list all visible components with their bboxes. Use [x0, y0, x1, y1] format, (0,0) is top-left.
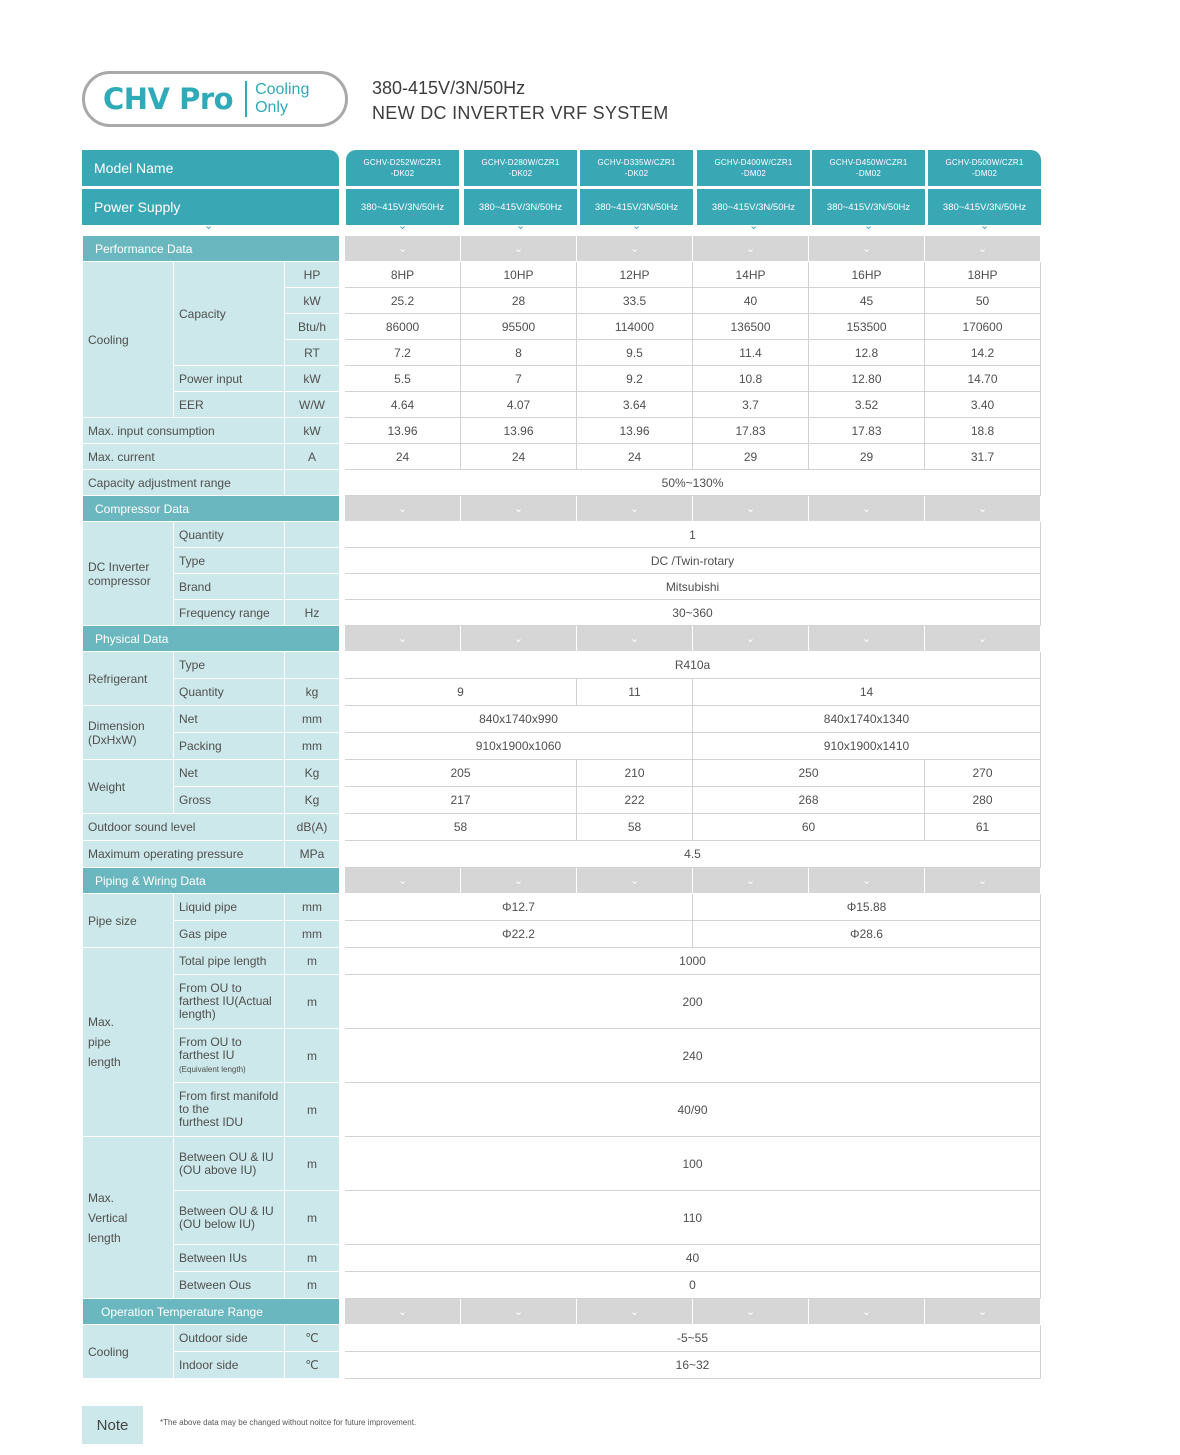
unit: Btu/h [285, 314, 340, 340]
row-label: Frequency range [174, 600, 285, 626]
value-cell: 11.4 [693, 340, 809, 366]
value-cell: 217 [345, 787, 577, 814]
value-cell: 40 [345, 1245, 1041, 1272]
value-cell: 29 [809, 444, 925, 470]
value-cell: 3.7 [693, 392, 809, 418]
value-cell: Mitsubishi [345, 574, 1041, 600]
value-cell: 4.64 [345, 392, 461, 418]
label-line: farthest IU(Actual [179, 994, 272, 1008]
value-cell: 100 [345, 1137, 1041, 1191]
max-vert-line3: length [88, 1230, 121, 1245]
value-cell: 61 [925, 814, 1041, 841]
value-cell: 3.52 [809, 392, 925, 418]
section-compressor [83, 496, 1041, 522]
value-cell: 18.8 [925, 418, 1041, 444]
unit: ℃ [285, 1325, 340, 1352]
value-cell: 910x1900x1060 [345, 733, 693, 760]
power-input-label: Power input [174, 366, 285, 392]
row-label: Capacity adjustment range [83, 470, 285, 496]
row-farthest-actual [83, 975, 1041, 1029]
unit: m [285, 1191, 340, 1245]
row-farthest-equivalent [83, 1029, 1041, 1083]
value-cell: 11 [577, 679, 693, 706]
value-cell: 13.96 [577, 418, 693, 444]
model-name-text [945, 157, 1023, 179]
model-name-line1: GCHV-D280W/CZR1 [481, 158, 560, 167]
value-cell: 240 [345, 1029, 1041, 1083]
value-cell: 40/90 [345, 1083, 1041, 1137]
value-cell: 14HP [693, 262, 809, 288]
value-cell: 29 [693, 444, 809, 470]
chevron-down-icon: ⌄ [693, 626, 809, 652]
label-line: From first manifold [179, 1089, 279, 1103]
logo-divider [245, 81, 247, 117]
value-cell: 250 [693, 760, 925, 787]
header-voltage: 380-415V/3N/50Hz [372, 78, 526, 98]
chevron-down-icon: ⌄ [864, 220, 874, 232]
chevron-down-icon: ⌄ [398, 220, 408, 232]
model-name-line2: -DK02 [390, 169, 415, 178]
row-eer [83, 392, 1041, 418]
value-cell: 12.8 [809, 340, 925, 366]
model-name-cell [697, 150, 810, 186]
row-gas-pipe [83, 921, 1041, 948]
value-cell: 40 [693, 288, 809, 314]
max-vert-line1: Max. [88, 1190, 115, 1205]
chevron-down-icon: ⌄ [577, 496, 693, 522]
value-cell: Φ28.6 [693, 921, 1041, 948]
row-label [174, 1137, 285, 1191]
value-cell: 210 [577, 760, 693, 787]
cooling-label: Cooling [83, 262, 174, 418]
value-cell: 25.2 [345, 288, 461, 314]
value-cell: 58 [345, 814, 577, 841]
model-name-text [829, 157, 907, 179]
max-pipe-line2: pipe [88, 1035, 111, 1049]
unit: mm [285, 706, 340, 733]
row-comp-brand [83, 574, 1041, 600]
section-title: Compressor Data [83, 496, 340, 522]
model-name-cell [928, 150, 1041, 186]
max-vert-line2: Vertical [88, 1210, 128, 1225]
max-vertical-length-label [83, 1137, 174, 1299]
label-line: (OU above IU) [179, 1162, 257, 1177]
unit: MPa [285, 841, 340, 868]
chevron-down-icon: ⌄ [461, 1299, 577, 1325]
model-name-cell [346, 150, 459, 186]
row-label: Net [174, 706, 285, 733]
chevron-down-icon: ⌄ [204, 220, 214, 232]
model-name-line2: -DK02 [624, 169, 649, 178]
unit: mm [285, 733, 340, 760]
power-supply-value: 380~415V/3N/50Hz [942, 201, 1027, 213]
value-cell: 17.83 [693, 418, 809, 444]
value-cell: 58 [577, 814, 693, 841]
row-label: Indoor side [174, 1352, 285, 1379]
value-cell: 5.5 [345, 366, 461, 392]
dimension-label [83, 706, 174, 760]
value-cell: 200 [345, 975, 1041, 1029]
section-temperature [83, 1299, 1041, 1325]
value-cell: DC /Twin-rotary [345, 548, 1041, 574]
max-pipe-line1: Max. [88, 1015, 115, 1029]
compressor-group-label: DC Inverter compressor [83, 522, 174, 626]
chevron-down-icon: ⌄ [693, 1299, 809, 1325]
row-label: Brand [174, 574, 285, 600]
row-weight-gross [83, 787, 1041, 814]
unit: HP [285, 262, 340, 288]
value-cell: 222 [577, 787, 693, 814]
value-cell: 14 [693, 679, 1041, 706]
note-label: Note [82, 1406, 143, 1444]
value-cell: 16HP [809, 262, 925, 288]
chevron-down-icon: ⌄ [577, 236, 693, 262]
value-cell: 17.83 [809, 418, 925, 444]
model-name-line2: -DK02 [508, 169, 533, 178]
row-label: Between IUs [174, 1245, 285, 1272]
value-cell: 1000 [345, 948, 1041, 975]
section-piping [83, 868, 1041, 894]
model-name-line1: GCHV-D450W/CZR1 [829, 158, 908, 167]
header-system-title: NEW DC INVERTER VRF SYSTEM [372, 103, 669, 123]
unit: W/W [285, 392, 340, 418]
row-max-pressure [83, 841, 1041, 868]
label-line: (OU below IU) [179, 1216, 256, 1231]
value-cell: 270 [925, 760, 1041, 787]
row-label [174, 1029, 285, 1083]
unit: RT [285, 340, 340, 366]
value-cell: 16~32 [345, 1352, 1041, 1379]
value-cell: 4.5 [345, 841, 1041, 868]
model-name-line2: -DM02 [971, 169, 997, 178]
value-cell: 170600 [925, 314, 1041, 340]
row-hp [83, 262, 1041, 288]
chevron-down-icon: ⌄ [925, 236, 1041, 262]
row-max-current [83, 444, 1041, 470]
model-name-line1: GCHV-D500W/CZR1 [945, 158, 1024, 167]
value-cell: 50 [925, 288, 1041, 314]
value-cell: 110 [345, 1191, 1041, 1245]
power-supply-label: Power Supply [82, 189, 339, 225]
value-cell: Φ15.88 [693, 894, 1041, 921]
value-cell: R410a [345, 652, 1041, 679]
unit: A [285, 444, 340, 470]
power-supply-value: 380~415V/3N/50Hz [711, 201, 796, 213]
value-cell: 8HP [345, 262, 461, 288]
value-cell: 13.96 [345, 418, 461, 444]
value-cell: 840x1740x990 [345, 706, 693, 733]
row-power-input [83, 366, 1041, 392]
model-name-line2: -DM02 [740, 169, 766, 178]
value-cell: 28 [461, 288, 577, 314]
chevron-down-icon: ⌄ [345, 626, 461, 652]
row-label: Outdoor sound level [83, 814, 285, 841]
weight-label: Weight [83, 760, 174, 814]
chevron-down-icon: ⌄ [577, 626, 693, 652]
row-label: Total pipe length [174, 948, 285, 975]
value-cell: 10.8 [693, 366, 809, 392]
unit: kW [285, 418, 340, 444]
model-name-line1: GCHV-D400W/CZR1 [714, 158, 793, 167]
model-name-cell [580, 150, 693, 186]
label-line: to the [179, 1102, 210, 1116]
unit: Hz [285, 600, 340, 626]
refrigerant-label: Refrigerant [83, 652, 174, 706]
row-total-pipe-length [83, 948, 1041, 975]
value-cell: -5~55 [345, 1325, 1041, 1352]
chevron-down-icon: ⌄ [577, 1299, 693, 1325]
row-label [174, 975, 285, 1029]
row-dim-net [83, 706, 1041, 733]
model-name-text [714, 157, 792, 179]
model-name-line1: GCHV-D252W/CZR1 [363, 158, 442, 167]
label-line: length) [179, 1007, 216, 1021]
row-label: Liquid pipe [174, 894, 285, 921]
capacity-label: Capacity [174, 262, 285, 366]
value-cell: 114000 [577, 314, 693, 340]
value-cell: 9.2 [577, 366, 693, 392]
value-cell: 9 [345, 679, 577, 706]
unit: kW [285, 288, 340, 314]
value-cell: 136500 [693, 314, 809, 340]
chevron-down-icon: ⌄ [925, 1299, 1041, 1325]
value-cell: 12.80 [809, 366, 925, 392]
value-cell: 24 [577, 444, 693, 470]
chevron-down-icon: ⌄ [693, 868, 809, 894]
chevron-down-icon: ⌄ [693, 496, 809, 522]
row-first-manifold [83, 1083, 1041, 1137]
chevron-down-icon: ⌄ [345, 496, 461, 522]
eer-label: EER [174, 392, 285, 418]
row-sound-level [83, 814, 1041, 841]
value-cell: 7 [461, 366, 577, 392]
value-cell: 3.64 [577, 392, 693, 418]
unit: m [285, 1083, 340, 1137]
section-title: Operation Temperature Range [83, 1299, 340, 1325]
power-supply-value: 380~415V/3N/50Hz [594, 201, 679, 213]
chevron-down-icon: ⌄ [632, 220, 642, 232]
value-cell: 60 [693, 814, 925, 841]
chevron-down-icon: ⌄ [809, 496, 925, 522]
chevron-down-icon: ⌄ [345, 236, 461, 262]
row-label: Quantity [174, 679, 285, 706]
unit: m [285, 975, 340, 1029]
value-cell: 7.2 [345, 340, 461, 366]
row-between-ous [83, 1272, 1041, 1299]
unit: mm [285, 921, 340, 948]
value-cell: 0 [345, 1272, 1041, 1299]
model-name-text [481, 157, 559, 179]
spec-table [82, 235, 1041, 1379]
chevron-down-icon: ⌄ [345, 1299, 461, 1325]
row-label: Type [174, 548, 285, 574]
dimension-label-line1: Dimension [88, 718, 145, 733]
section-title: Performance Data [83, 236, 340, 262]
chevron-down-icon: ⌄ [809, 236, 925, 262]
row-label: Quantity [174, 522, 285, 548]
value-cell: 1 [345, 522, 1041, 548]
row-ref-quantity [83, 679, 1041, 706]
model-name-text [597, 157, 675, 179]
value-cell: 95500 [461, 314, 577, 340]
unit: kg [285, 679, 340, 706]
value-cell: 86000 [345, 314, 461, 340]
chevron-down-icon: ⌄ [461, 626, 577, 652]
value-cell: 280 [925, 787, 1041, 814]
row-ref-type [83, 652, 1041, 679]
value-cell: 45 [809, 288, 925, 314]
chevron-down-icon: ⌄ [809, 868, 925, 894]
label-line: From OU to [179, 981, 242, 995]
value-cell: 3.40 [925, 392, 1041, 418]
row-label: Gas pipe [174, 921, 285, 948]
row-label: Max. input consumption [83, 418, 285, 444]
row-ou-above-iu [83, 1137, 1041, 1191]
row-label: Maximum operating pressure [83, 841, 285, 868]
row-liquid-pipe [83, 894, 1041, 921]
value-cell: 9.5 [577, 340, 693, 366]
chevron-down-icon: ⌄ [345, 868, 461, 894]
section-title: Piping & Wiring Data [83, 868, 340, 894]
unit: dB(A) [285, 814, 340, 841]
label-line: furthest IDU [179, 1115, 244, 1129]
unit: Kg [285, 760, 340, 787]
dimension-label-line2: (DxHxW) [88, 732, 137, 747]
chevron-down-icon: ⌄ [809, 626, 925, 652]
unit: m [285, 1029, 340, 1083]
unit: mm [285, 894, 340, 921]
value-cell: 12HP [577, 262, 693, 288]
value-cell: 24 [345, 444, 461, 470]
unit: m [285, 1245, 340, 1272]
unit: Kg [285, 787, 340, 814]
value-cell: Φ22.2 [345, 921, 693, 948]
value-cell: 8 [461, 340, 577, 366]
row-weight-net [83, 760, 1041, 787]
chevron-down-icon: ⌄ [925, 868, 1041, 894]
chevron-down-icon: ⌄ [461, 236, 577, 262]
label-line: Between OU & IU [179, 1149, 274, 1164]
unit: m [285, 948, 340, 975]
chevron-down-icon: ⌄ [461, 496, 577, 522]
value-cell: 10HP [461, 262, 577, 288]
chevron-down-icon: ⌄ [925, 626, 1041, 652]
value-cell: 4.07 [461, 392, 577, 418]
value-cell: 24 [461, 444, 577, 470]
max-pipe-line3: length [88, 1055, 121, 1069]
brand-name: CHV Pro [103, 82, 234, 116]
brand-logo [82, 71, 348, 127]
note-text: *The above data may be changed without noitce for future improvement. [160, 1418, 417, 1427]
row-dim-packing [83, 733, 1041, 760]
max-pipe-length-label [83, 948, 174, 1137]
row-label: Type [174, 652, 285, 679]
model-name-line2: -DM02 [855, 169, 881, 178]
power-supply-value: 380~415V/3N/50Hz [478, 201, 563, 213]
value-cell: 14.70 [925, 366, 1041, 392]
model-name-cell [812, 150, 925, 186]
power-supply-value: 380~415V/3N/50Hz [826, 201, 911, 213]
value-cell: 840x1740x1340 [693, 706, 1041, 733]
chevron-down-icon: ⌄ [577, 868, 693, 894]
model-name-cell [464, 150, 577, 186]
row-indoor-side [83, 1352, 1041, 1379]
unit: m [285, 1137, 340, 1191]
value-cell: 30~360 [345, 600, 1041, 626]
row-comp-type [83, 548, 1041, 574]
value-cell: 18HP [925, 262, 1041, 288]
value-cell: 31.7 [925, 444, 1041, 470]
value-cell: 33.5 [577, 288, 693, 314]
section-title: Physical Data [83, 626, 340, 652]
value-cell: Φ12.7 [345, 894, 693, 921]
chevron-down-icon: ⌄ [461, 868, 577, 894]
unit: kW [285, 366, 340, 392]
unit: m [285, 1272, 340, 1299]
row-label: Gross [174, 787, 285, 814]
temp-cooling-label: Cooling [83, 1325, 174, 1379]
brand-sub-line2: Only [255, 99, 288, 116]
label-line: From OU to [179, 1034, 242, 1049]
label-line: Between OU & IU [179, 1203, 274, 1218]
unit: ℃ [285, 1352, 340, 1379]
row-max-input [83, 418, 1041, 444]
row-comp-quantity [83, 522, 1041, 548]
section-performance [83, 236, 1041, 262]
brand-subtitle [255, 81, 309, 117]
value-cell: 910x1900x1410 [693, 733, 1041, 760]
value-cell: 14.2 [925, 340, 1041, 366]
value-cell: 153500 [809, 314, 925, 340]
model-name-label: Model Name [82, 150, 339, 186]
label-line: farthest IU [179, 1047, 235, 1062]
chevron-down-icon: ⌄ [809, 1299, 925, 1325]
row-between-ius [83, 1245, 1041, 1272]
section-physical [83, 626, 1041, 652]
value-cell: 13.96 [461, 418, 577, 444]
value-cell: 205 [345, 760, 577, 787]
row-label: Outdoor side [174, 1325, 285, 1352]
row-outdoor-side [83, 1325, 1041, 1352]
brand-sub-line1: Cooling [255, 81, 310, 98]
chevron-down-icon: ⌄ [925, 496, 1041, 522]
chevron-down-icon: ⌄ [693, 236, 809, 262]
power-supply-value: 380~415V/3N/50Hz [360, 201, 445, 213]
model-name-line1: GCHV-D335W/CZR1 [597, 158, 676, 167]
row-label: Between Ous [174, 1272, 285, 1299]
chevron-down-icon: ⌄ [749, 220, 759, 232]
chevron-down-icon: ⌄ [516, 220, 526, 232]
label-line: (Equivalent length) [179, 1064, 246, 1074]
row-label: Packing [174, 733, 285, 760]
value-cell: 268 [693, 787, 925, 814]
row-label [174, 1083, 285, 1137]
value-cell: 50%~130% [345, 470, 1041, 496]
pipe-size-label: Pipe size [83, 894, 174, 948]
row-ou-below-iu [83, 1191, 1041, 1245]
row-label: Max. current [83, 444, 285, 470]
row-label: Net [174, 760, 285, 787]
model-name-text [363, 157, 441, 179]
row-label [174, 1191, 285, 1245]
row-comp-frequency [83, 600, 1041, 626]
row-capacity-adjustment [83, 470, 1041, 496]
chevron-down-icon: ⌄ [980, 220, 990, 232]
